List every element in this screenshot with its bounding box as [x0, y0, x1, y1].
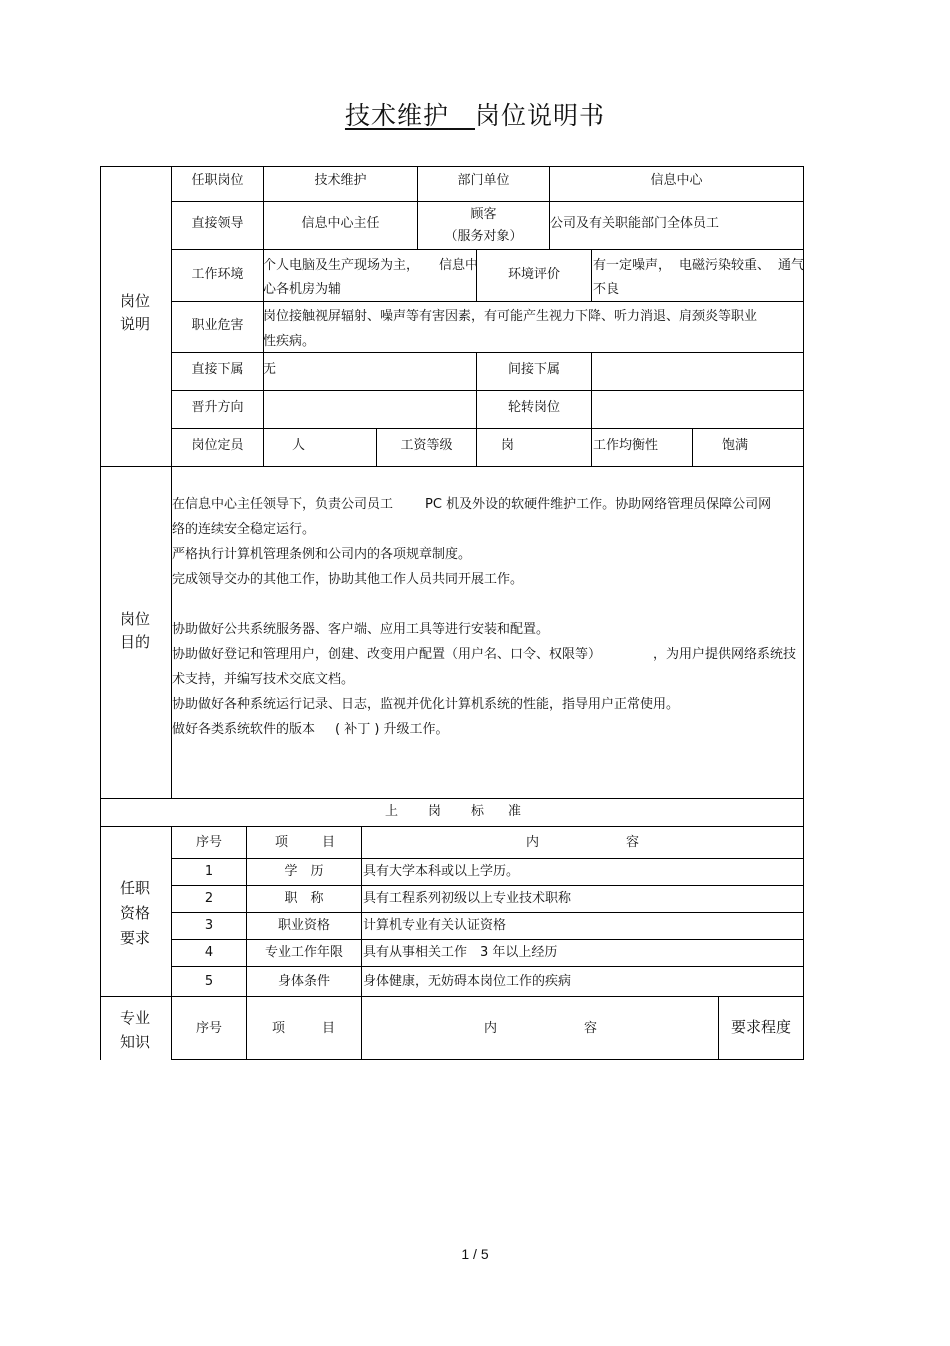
value-customer: 公司及有关职能部门全体员工	[550, 216, 720, 231]
value-position: 技术维护	[314, 173, 367, 188]
document-title	[0, 96, 950, 132]
label-work-environment: 工作环境	[191, 267, 244, 282]
qual-content: 具有工程系列初级以上专业技术职称	[363, 891, 572, 906]
label-rotation-position: 轮转岗位	[507, 400, 560, 415]
label-position: 任职岗位	[191, 173, 244, 188]
label-environment-evaluation: 环境评价	[507, 267, 560, 282]
qual-header-content-2: 容	[626, 835, 640, 850]
qual-header-num: 序号	[195, 835, 222, 850]
page-number: 1 / 5	[461, 1246, 489, 1262]
qual-header-item-2: 目	[322, 835, 336, 850]
qual-num: 3	[204, 918, 214, 933]
knowledge-header-num: 序号	[195, 1021, 222, 1036]
standard-header-3: 标	[471, 804, 485, 819]
knowledge-header-item-2: 目	[322, 1021, 336, 1036]
label-direct-subordinate: 直接下属	[191, 362, 244, 377]
qual-item: 身体条件	[277, 974, 330, 989]
qual-header-item-1: 项	[275, 835, 289, 850]
value-occupational-hazard: 岗位接触视屏辐射、噪声等有害因素，有可能产生视力下降、听力消退、肩颈炎等职业 性疾病。	[263, 309, 758, 349]
value-staffing: 人	[292, 438, 306, 453]
label-staffing: 岗位定员	[191, 438, 244, 453]
qual-content: 身体健康，无妨碍本岗位工作的疾病	[363, 974, 572, 989]
label-direct-leader: 直接领导	[191, 216, 244, 231]
label-occupational-hazard: 职业危害	[191, 318, 244, 333]
knowledge-header-content-2: 容	[584, 1021, 598, 1036]
title-job-name: 技术维护	[344, 101, 449, 130]
qual-num: 1	[204, 864, 214, 879]
qual-content: 具有从事相关工作 3 年以上经历	[363, 945, 558, 960]
label-workload-balance: 工作均衡性	[593, 438, 659, 453]
qual-item: 学 历	[284, 864, 324, 879]
purpose-text: 在信息中心主任领导下，负责公司员工 PC 机及外设的软硬件维护工作。协助网络管理员保障公司网 络的连续安全稳定运行。 严格执行计算机管理条例和公司内的各项规章制度。 完成领导交办的其他工作，协助其他工作人员共同开展工作。 协助做好公共系统服务器、客户端、应用工具等进行安装和配置。 协助做好登记和管理用户，创建、改变用户配置（用户名、口令、权限等） ，为用户提供网络系统技 术支持，并编写技术交底文档。 协助做好各种系统运行记录、日志，监视并优化计算机系统的性能，指导用户正常使用。 做好各类系统软件的版本 ( 补丁 ) 升级工作。	[172, 497, 797, 737]
standard-header-4: 准	[508, 804, 522, 819]
value-salary-grade: 岗	[501, 438, 515, 453]
qual-item: 职业资格	[277, 918, 330, 933]
value-direct-leader: 信息中心主任	[301, 216, 380, 231]
section-label-purpose: 岗位 目的	[119, 610, 150, 651]
qual-num: 4	[204, 945, 214, 960]
qual-content: 计算机专业有关认证资格	[363, 918, 507, 933]
qual-num: 5	[204, 974, 214, 989]
qual-header-content-1: 内	[526, 835, 540, 850]
qual-content: 具有大学本科或以上学历。	[363, 864, 520, 879]
qual-item: 职 称	[284, 891, 324, 906]
value-department: 信息中心	[650, 173, 703, 188]
title-suffix: 岗位说明书	[475, 101, 606, 130]
value-workload-balance: 饱满	[722, 438, 749, 453]
section-label-knowledge: 专业 知识	[119, 1009, 150, 1051]
label-promotion-direction: 晋升方向	[191, 400, 244, 415]
qual-item: 专业工作年限	[264, 945, 343, 960]
standard-header-2: 岗	[428, 804, 442, 819]
section-label-description: 岗位 说明	[119, 292, 150, 333]
standard-header-1: 上	[385, 804, 399, 819]
value-environment-evaluation: 有一定噪声， 电磁污染较重、 通气 不良	[593, 258, 805, 297]
value-direct-subordinate: 无	[263, 362, 277, 377]
label-customer: 顾客 （服务对象）	[444, 207, 523, 244]
label-salary-grade: 工资等级	[400, 438, 453, 453]
section-label-qualification: 任职 资格 要求	[119, 879, 150, 947]
knowledge-header-item-1: 项	[272, 1021, 286, 1036]
knowledge-header-level: 要求程度	[730, 1018, 791, 1036]
label-department: 部门单位	[457, 173, 510, 188]
qual-num: 2	[204, 891, 214, 906]
value-work-environment: 个人电脑及生产现场为主， 信息中 心各机房为辅	[263, 258, 479, 297]
knowledge-header-content-1: 内	[484, 1021, 498, 1036]
label-indirect-subordinate: 间接下属	[507, 362, 560, 377]
